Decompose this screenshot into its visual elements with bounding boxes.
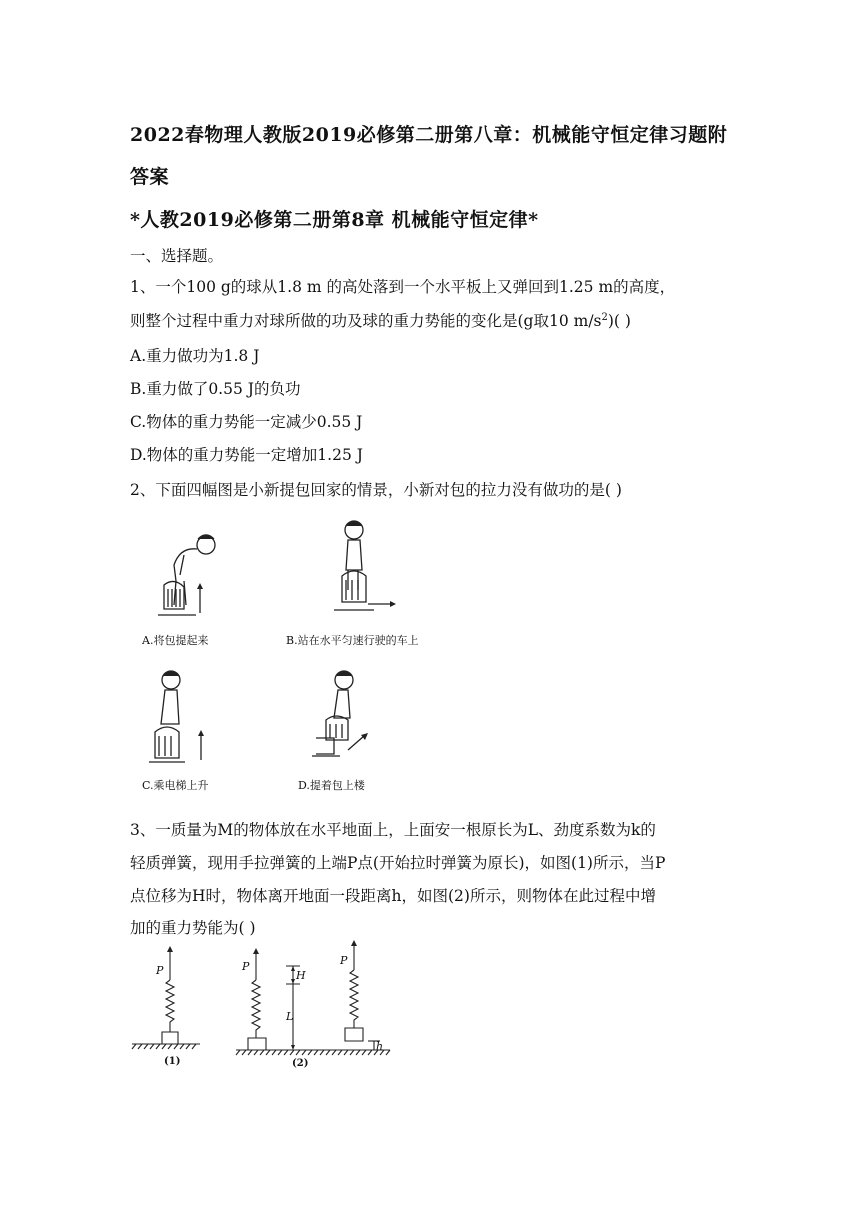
q3-stem-line4: 加的重力势能为( ) [130, 919, 256, 937]
q2-caption-d: D.提着包上楼 [298, 779, 365, 792]
q3-label-h-lower: h [376, 1040, 384, 1053]
q2-figure-d [310, 664, 390, 776]
q3-stem-line2: 轻质弹簧，现用手拉弹簧的上端P点(开始拉时弹簧为原长)，如图(1)所示，当P [130, 854, 666, 872]
q2-stem: 2、下面四幅图是小新提包回家的情景，小新对包的拉力没有做功的是( ) [130, 481, 622, 499]
q3-label-l: L [286, 1010, 294, 1023]
q2-caption-a: A.将包提起来 [142, 634, 209, 647]
q1-option-b: B.重力做了0.55 J的负功 [130, 380, 301, 398]
q1-option-c: C.物体的重力势能一定减少0.55 J [130, 413, 363, 431]
q2-figure-a [150, 525, 230, 625]
q1-answer-blank: )( ) [607, 312, 631, 330]
q1-stem-line2 [130, 309, 631, 331]
q1-stem-text: 则整个过程中重力对球所做的功及球的重力势能的变化是(g取10 m/s [130, 312, 602, 330]
doc-subtitle: *人教2019必修第二册第8章 机械能守恒定律* [130, 209, 539, 231]
section-heading: 一、选择题。 [130, 247, 224, 265]
q1-stem-line1: 1、一个100 g的球从1.8 m 的高处落到一个水平板上又弹回到1.25 m的高度， [130, 278, 676, 296]
q1-option-d: D.物体的重力势能一定增加1.25 J [130, 446, 363, 464]
q3-caption-2: (2) [292, 1058, 309, 1069]
q2-caption-b: B.站在水平匀速行驶的车上 [286, 634, 419, 647]
doc-title-line2: 答案 [130, 166, 170, 188]
q3-stem-line3: 点位移为H时，物体离开地面一段距离h，如图(2)所示，则物体在此过程中增 [130, 887, 656, 905]
q3-caption-1: (1) [164, 1056, 181, 1067]
q1-option-a: A.重力做功为1.8 J [130, 347, 260, 365]
q2-figure-c [145, 666, 215, 776]
doc-title-line1: 2022春物理人教版2019必修第二册第八章：机械能守恒定律习题附 [130, 124, 728, 146]
q3-stem-line1: 3、一质量为M的物体放在水平地面上，上面安一根原长为L、劲度系数为k的 [130, 821, 656, 839]
q3-label-h-upper: H [296, 969, 306, 982]
q3-label-p2: P [242, 960, 250, 973]
q1-unit-exponent: 2 [601, 311, 608, 323]
q3-label-p1: P [156, 964, 164, 977]
q2-figure-b [330, 518, 430, 618]
q2-caption-c: C.乘电梯上升 [142, 779, 209, 792]
q3-label-p3: P [340, 954, 348, 967]
q3-spring-figure [128, 940, 398, 1070]
